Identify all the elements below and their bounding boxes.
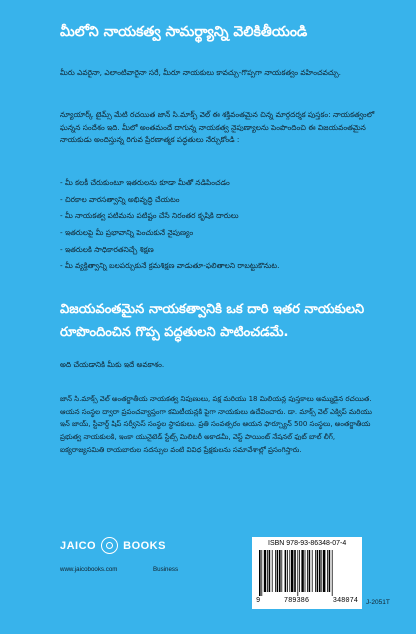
benefit-list <box>60 177 380 277</box>
barcode-digit-group: 9 <box>256 597 261 605</box>
benefit-item: - ఇతరులపై మీ ప్రభావాన్ని పెంచుకునే నైపుణ్యం <box>60 228 194 238</box>
benefit-item: - చిరకాల వారసత్వాన్ని అభివృద్ధి చేయటం <box>60 194 180 204</box>
publisher-emblem-icon <box>101 537 118 554</box>
barcode-digit-group: 789386 <box>283 597 310 605</box>
intro-paragraph: మీరు ఎవరైనా, ఎలాంటివారైనా సరే, మీరూ నాయకులు కావచ్చు-గొప్పగా నాయకత్వం వహించవచ్చు. <box>60 68 342 77</box>
author-bio: జాన్ సి.మాక్స్ వెల్ అంతర్జాతీయ నాయకత్వ నిపుణులు, పక్ష మరియు 18 మిలియన్ల పుస్తకాలు అమ్ముడైన రచయిత. ఆయన సంస్థల ద్వారా ప్రపంచవ్యాప్తంగా కమిటీయన్లకి పైగా నాయకులు ఉదేవించారు. డా. మాక్స్ వెల్ ఎక్విప్ మరియు ఇన్ జాయ్, స్టీవార్డ్ షిప్ సర్వీసెస్ సంస్థల స్థాపకులు. ప్రతి సంవత్సరం ఆయన ఫార్చ్యూన్ 500 సంస్థలు, అంతర్జాతీయ ప్రభుత్వ నాయకులకి, ఇంకా యునైటెడ్ స్టేట్స్ మిలిటరీ అకాడమీ, వెస్ట్ పాయింట్ నేషనల్ ఫుట్ బాల్ లీగ్, ఐక్యరాజ్యసమితి రాయబారుల సదస్సుల వంటి వివిధ ప్రేక్షకులను సమావేశాల్లో ప్రసంగిస్తారు. <box>60 395 372 454</box>
publisher-logo <box>60 537 250 554</box>
publisher-name-left: JAICO <box>60 539 97 552</box>
publisher-website: www.jaicobooks.com <box>60 566 118 573</box>
benefit-item: - ఇతరులకి సాధికారతనిచ్చే శిక్షణ <box>60 244 154 254</box>
opportunity-line: అది చేయడానికి మీకు ఇదే అవకాశం. <box>60 360 165 369</box>
description-paragraph: న్యూయార్క్ టైమ్స్ మేటి రచయిత జాన్ సి.మాక్స్ వెల్ ఈ శక్తివంతమైన చిన్న మార్గదర్శక పుస్తకం: నాయకత్వంలో ఘన్నన సందేశం ఇది. మీలో అంతమందే దాగున్న నాయకత్వ నైపుణ్యాలను పెంపొందించి ఈ విజయవంతమైన నాయకుడు అందిస్తున్న రిగువ ప్రేరణాత్మక పద్ధతులు నేర్చుకోండి : <box>60 110 375 144</box>
benefit-item: - మీ నాయకత్వ పటిమను పటిష్టం చేసే నిరంతర కృషికి దారులు <box>60 211 239 221</box>
barcode-digit-group: 348074 <box>332 597 358 605</box>
publisher-name-right: BOOKS <box>123 539 166 552</box>
book-category: Business <box>153 566 179 573</box>
secondary-headline: విజయవంతమైన నాయకత్వానికి ఒక దారి ఇతర నాయకులని రూపొందించిన గొప్ప పద్ధతులని పాటించడమే. <box>60 302 365 340</box>
benefit-item: - మీ వ్యక్తిత్వాన్ని బలపర్చుకునే క్రమశిక్షణ వాడుతూ-ఫలితాలని రాబట్టుకొనుట. <box>60 261 280 271</box>
isbn-barcode <box>252 537 362 609</box>
price-code: J-2051T <box>366 599 390 606</box>
benefit-item: - మీ కలకీ చేరుకుంటూ ఇతరులను కూడా మీతో నడిపించడం <box>60 178 230 187</box>
barcode-icon <box>257 550 357 596</box>
barcode-digits <box>256 597 358 605</box>
isbn-label: ISBN 978-93-86348-07-4 <box>268 540 347 547</box>
cover-headline: మీలోని నాయకత్వ సామర్థ్యాన్ని వెలికితీయండి <box>60 24 308 40</box>
